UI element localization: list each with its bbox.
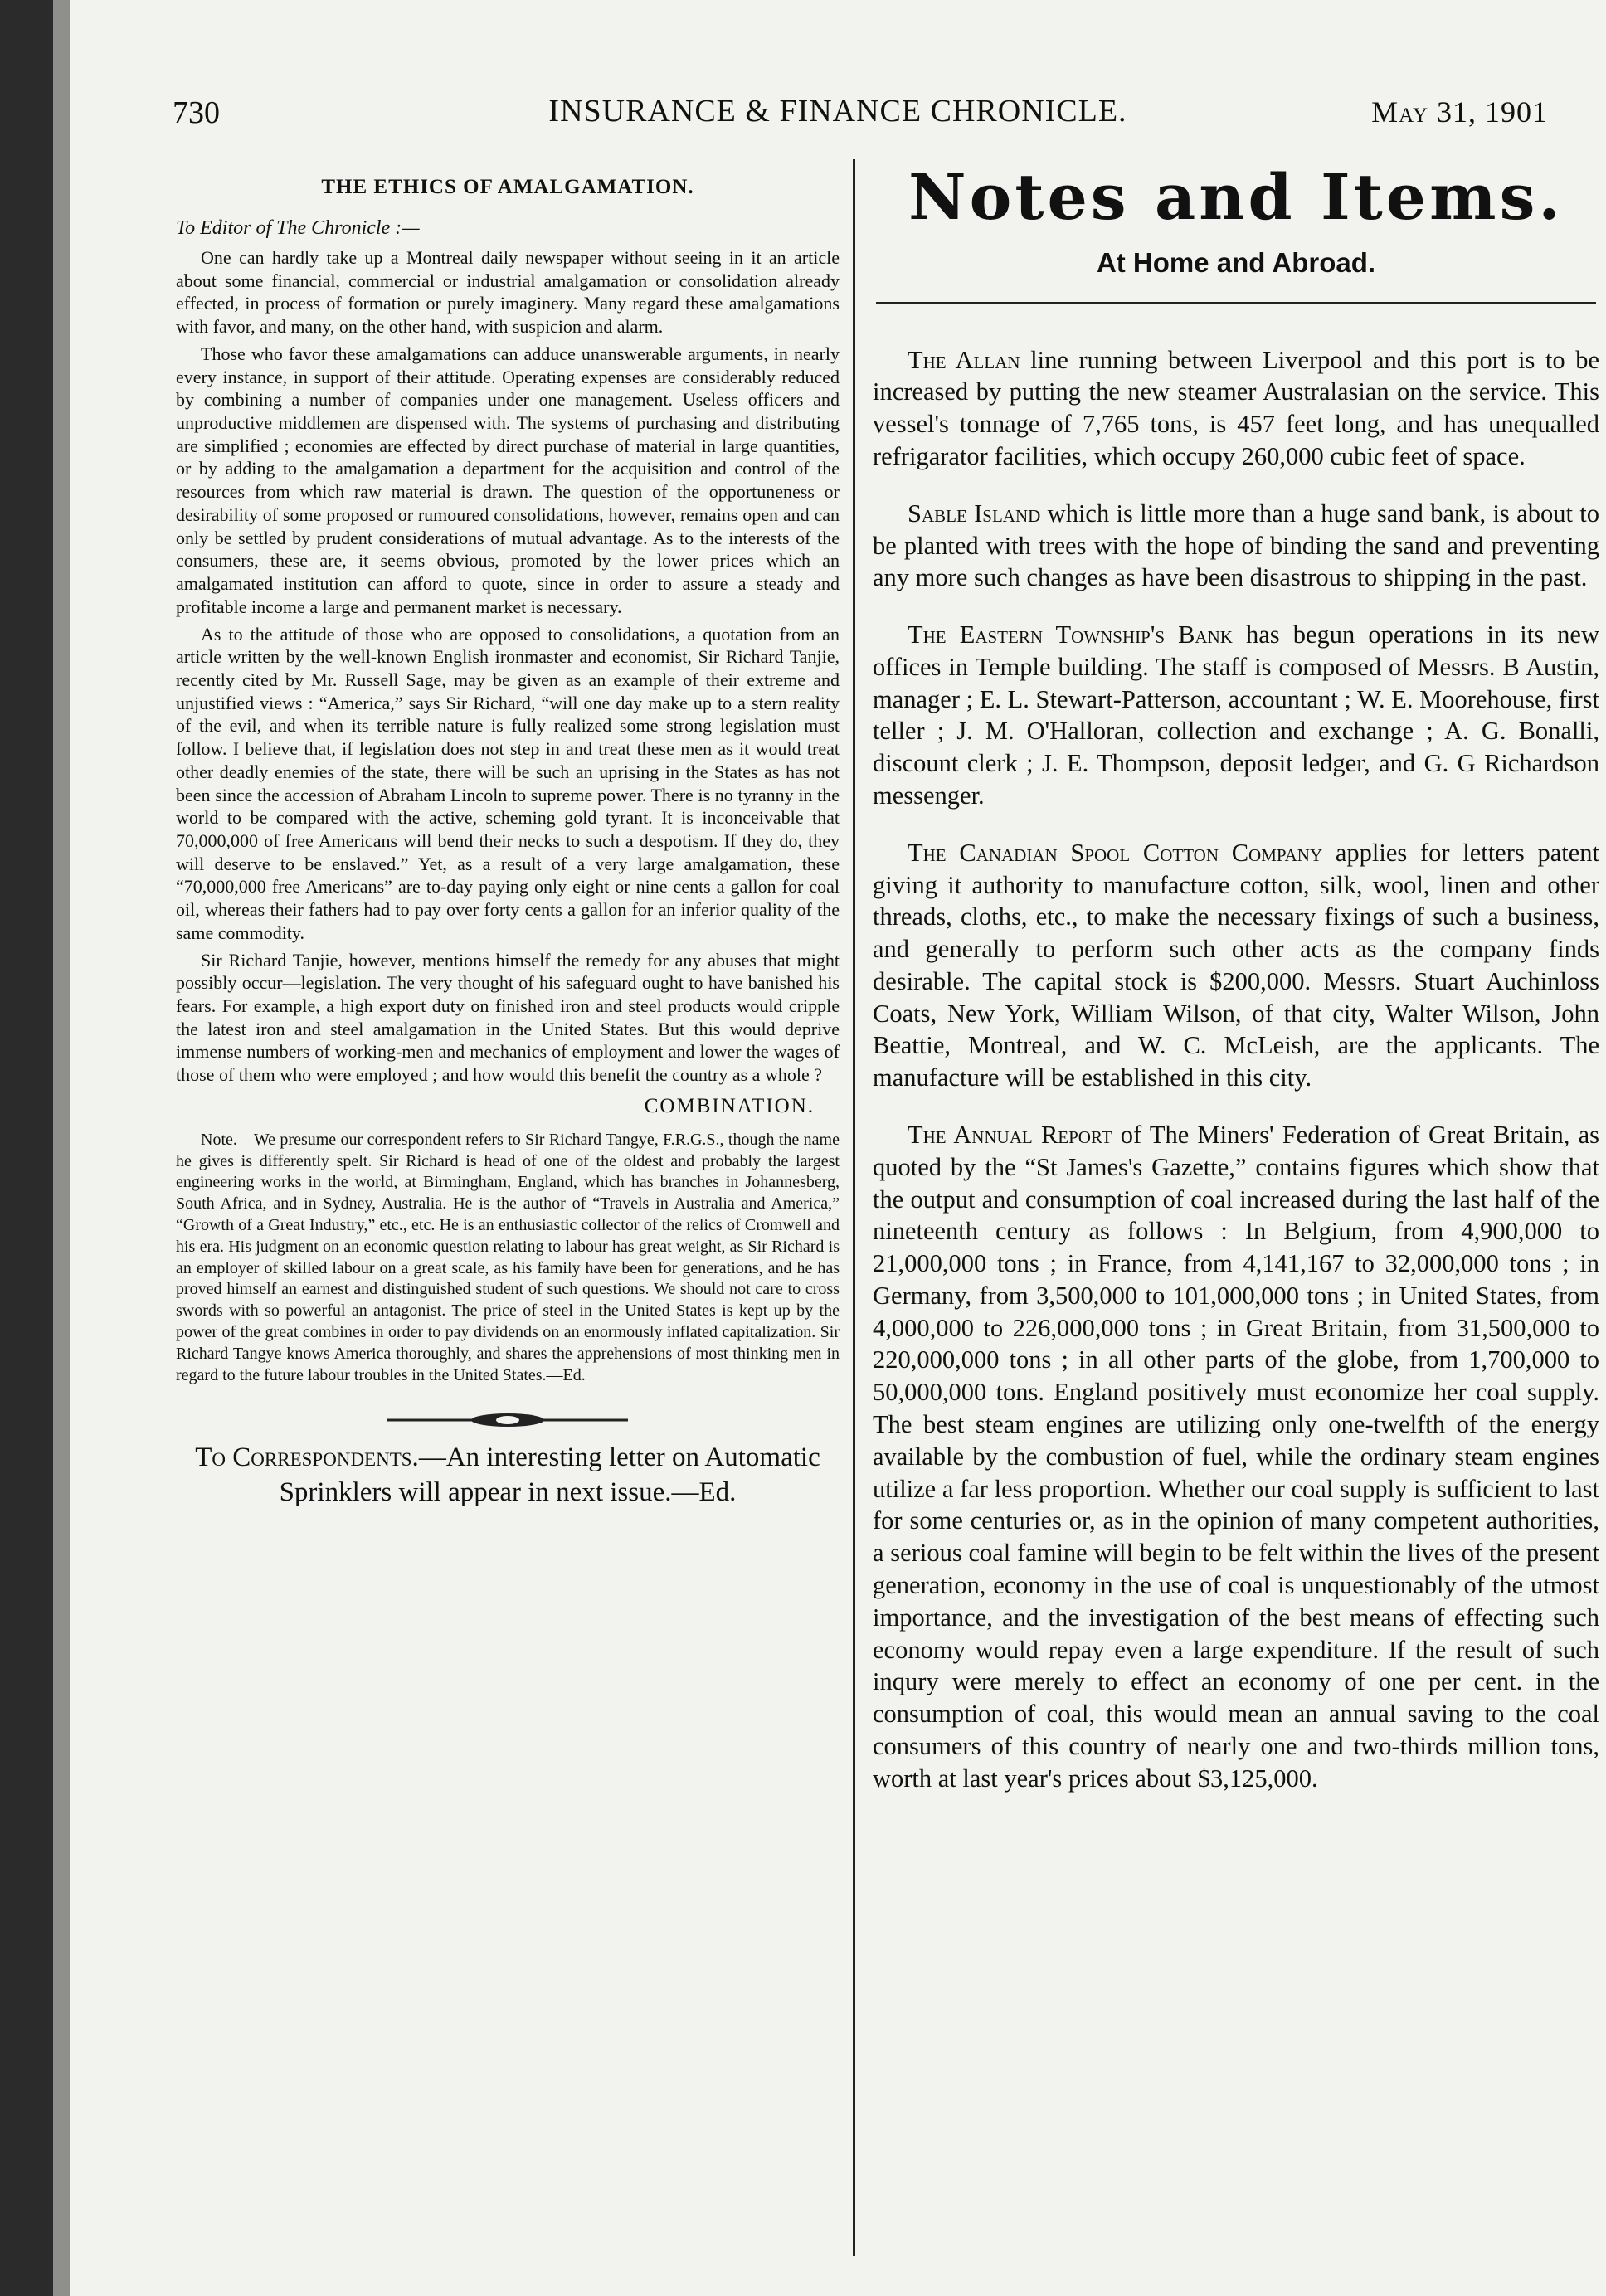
book-spine-shadow (0, 0, 53, 2296)
news-item-lead: The Allan (908, 345, 1020, 374)
editor-note: Note.—We presume our correspondent refers to Sir Richard Tangye, F.R.G.S., though the name he gives is differently spelt. Sir Richard is head of one of the oldest and probably the largest engineering works in the world, at Birmingham, England, which has branches in Johannesberg, South Africa, and in Sydney, Australia. He is the author of “Travels in Australia and America,” “Growth of a Great Industry,” etc., etc. He is an enthusiastic collector of the relics of Cromwell and his era. His judgment on an economic question relating to labour has great weight, as Sir Richard is an employer of skilled labour on a great scale, as his family have been for generations, and he has proved himself an earnest and distinguished student of such questions. We should not care to cross swords with so powerful an antagonist. The price of steel in the United States is kept up by the power of the great combines in order to pay dividends on an enormously inflated capitalization. Sir Richard Tangye knows America thoroughly, and shares the apprehensions of most thinking men in regard to the future labour troubles in the United States.—Ed. (176, 1130, 840, 1384)
page-gutter-edge (53, 0, 70, 2296)
news-item-text: which is little more than a huge sand bank, is about to be planted with trees with the hope of binding the sand and preventing any more such changes as have been disastrous to shipping in the past. (873, 499, 1599, 592)
news-item (873, 498, 1599, 594)
section-subtitle: At Home and Abroad. (1096, 246, 1376, 278)
article-title: THE ETHICS OF AMALGAMATION. (321, 176, 694, 198)
section-title: Notes and Items. (908, 160, 1564, 234)
news-item-lead: Sable Island (908, 499, 1041, 528)
news-item (873, 1119, 1599, 1794)
news-item-text: line running between Liverpool and this port is to be increased by putting the new steamer Australasian on the service. This vessel's tonnage of 7,765 tons, is 457 feet long, and has unequalled refrigarator facilities, which occupy 260,000 cubic feet of space. (873, 345, 1599, 470)
news-item-text: has begun operations in its new offices in Temple building. The staff is composed of Messrs. B Austin, manager ; E. L. Stewart-Patterson, accountant ; W. E. Moorehouse, first teller ; J. M. O'Halloran, collection and exchange ; A. G. Bonalli, discount clerk ; J. E. Thompson, deposit ledger, and G. G Richardson messenger. (873, 620, 1599, 810)
news-item-text: of The Miners' Federation of Great Britain, as quoted by the “St James's Gazette,” contains figures which show that the output and consumption of coal increased during the last half of the nineteenth century as follows : In Belgium, from 4,900,000 to 21,000,000 tons ; in France, from 4,141,167 to 32,000,000 tons ; in Germany, from 3,500,000 to 101,000,000 tons ; in United States, from 4,000,000 to 226,000,000 tons ; in Great Britain, from 31,500,000 to 220,000,000 tons ; in all other parts of the globe, from 1,700,000 to 50,000,000 tons. England positively must economize her coal supply. The best steam engines are utilizing only one-twelfth of the energy available by the combustion of fuel, while the ordinary steam engines utilize a far less proportion. Whether our coal supply is sufficient to last for some centuries or, as in the opinion of many competent authorities, a serious coal famine will begin to be felt within the lives of the present generation, economy in the use of coal is unquestionably of the utmost importance, and the investigation of the best means of effecting such economy would repay even a large expenditure. If the result of such inqury were merely to effect an economy of one per cent. in the consumption of coal, this would mean an annual saving to the coal consumers of this country of nearly one and two-thirds million tons, worth at last year's prices about $3,125,000. (873, 1121, 1600, 1793)
letter-signature: COMBINATION. (644, 1094, 815, 1117)
news-item-text: applies for letters patent giving it authority to manufacture cotton, silk, wool, linen and other threads, cloths, etc., to make the necessary fixings of such a business, and generally to perform such other acts as the company finds desirable. The capital stock is $200,000. Messrs. Stuart Auchinloss Coats, New York, William Wilson, of that city, Walter Wilson, John Beattie, Montreal, and W. C. McLeish, are the applicants. The manufacture will be established in this city. (873, 838, 1599, 1092)
letter-body (176, 246, 840, 1087)
section-rule (876, 302, 1596, 309)
journal-title: INSURANCE & FINANCE CHRONICLE. (548, 94, 1127, 129)
right-column (873, 160, 1600, 1819)
letter-paragraph: Sir Richard Tanjie, however, mentions himself the remedy for any abuses that might possibly occur—legislation. The very thought of his safeguard ought to have banished his fears. For example, a high export duty on finished iron and steel products would cripple the latest iron and steel amalgamation in the United States. But this would deprive immense numbers of working-men and mechanics of employment and lower the wages of those of them who were employed ; and how would this benefit the country as a whole ? (176, 949, 840, 1086)
issue-date: May 31, 1901 (1371, 95, 1548, 129)
letter-salutation: To Editor of The Chronicle :— (176, 217, 420, 239)
news-item-lead: The Annual Report (908, 1121, 1112, 1149)
letter-paragraph: One can hardly take up a Montreal daily newspaper without seeing in it an article about some financial, commercial or industrial amalgamation or consolidation already effected, in process of formation or purely imaginery. Many regard these amalgamations with favor, and many, on the other hand, with suspicion and alarm. (176, 247, 840, 338)
news-item (873, 619, 1599, 812)
news-item-lead: The Eastern Township's Bank (908, 620, 1233, 649)
correspondents-lead: To Correspondents. (195, 1442, 419, 1473)
column-divider (853, 159, 855, 2256)
correspondents-text: —An interesting letter on Automatic Sprinklers will appear in next issue.—Ed. (279, 1442, 820, 1507)
running-header (70, 90, 1606, 139)
news-item-lead: The Canadian Spool Cotton Company (908, 838, 1323, 867)
ornament-divider (387, 1411, 628, 1429)
left-column (176, 169, 840, 1510)
newspaper-page (70, 0, 1606, 2296)
page-number: 730 (173, 95, 220, 130)
correspondents-notice (176, 1441, 840, 1510)
letter-paragraph: Those who favor these amalgamations can adduce unanswerable arguments, in nearly every instance, in support of their attitude. Operating expenses are considerably reduced by combining a number of companies under one management. Useless officers and unproductive middlemen are dispensed with. The systems of purchasing and distributing are simplified ; economies are effected by direct purchase of material in large quantities, or by adding to the amalgamation a department for the acquisition and control of the resources from which raw material is drawn. The question of the opportuneness or desirability of some proposed or rumoured consolidations, however, remains open and can only be settled by prudent considerations of mutual advantage. As to the interests of the consumers, these are, it seems obvious, promoted by the lower prices which an amalgamated institution can afford to quote, since in order to assure a steady and profitable income a large and permanent market is necessary. (176, 343, 840, 617)
news-item (873, 344, 1599, 473)
news-item (873, 837, 1599, 1094)
letter-paragraph: As to the attitude of those who are opposed to consolidations, a quotation from an article written by the well-known English ironmaster and economist, Sir Richard Tanjie, recently cited by Mr. Russell Sage, may be given as an example of their extreme and unjustified views : “America,” says Sir Richard, “will one day make up to a stern reality of the evil, and when its terrible nature is fully realized some strong legislation must follow. I believe that, if legislation does not step in and treat these men as it would treat other deadly enemies of the state, there will be such an uprising in the States as has not been since the accession of Abraham Lincoln to supreme power. There is no tyranny in the world to be compared with the active, scheming gold tyrant. It is inconceivable that 70,000,000 of free Americans will bend their necks to such a despotism. If they do, they will deserve to be enslaved.” Yet, as a result of a very large amalgamation, these “70,000,000 free Americans” are to-day paying only eight or nine cents a gallon for coal oil, whereas their fathers had to pay over forty cents a gallon for an inferior quality of the same commodity. (176, 623, 840, 943)
